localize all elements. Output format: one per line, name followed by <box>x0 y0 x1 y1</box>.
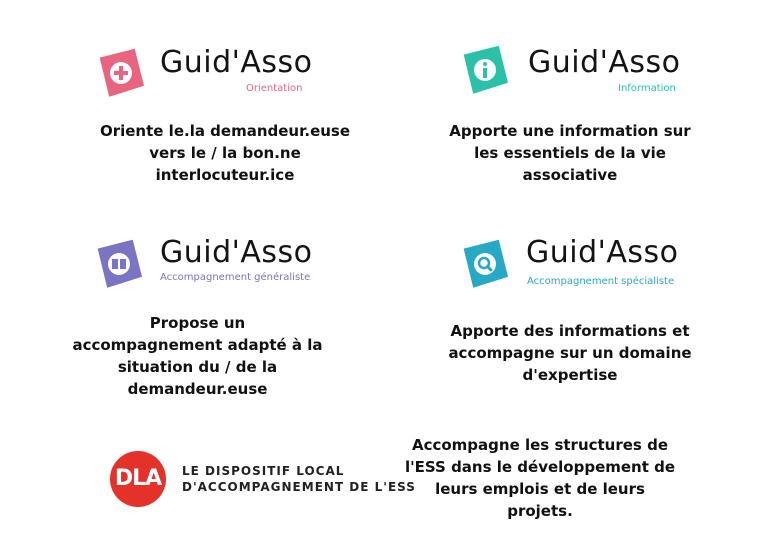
tagline: Orientation <box>246 83 303 94</box>
info-icon <box>458 44 510 96</box>
tagline: Accompagnement généraliste <box>160 272 311 283</box>
dla-name: LE DISPOSITIF LOCAL D'ACCOMPAGNEMENT DE L'ESS <box>182 464 416 494</box>
dla-logo: DLA <box>110 451 166 507</box>
description: Apporte une information sur les essentiels de la vie associative <box>449 122 691 184</box>
tagline: Information <box>618 83 676 94</box>
description: Oriente le.la demandeur.euse vers le / la bon.ne interlocuteur.ice <box>99 122 351 184</box>
description: Propose un accompagnement adapté à la situation du / de la demandeur.euse <box>72 314 323 398</box>
brand-name: Guid'Asso <box>160 45 313 80</box>
plus-cross-icon <box>94 47 146 99</box>
brand-name: Guid'Asso <box>528 45 681 80</box>
dla-description: Accompagne les structures de l'ESS dans le développement de leurs emplois et de leurs projets. <box>404 436 676 520</box>
tagline: Accompagnement spécialiste <box>527 276 675 287</box>
brand-name: Guid'Asso <box>526 235 679 270</box>
description: Apporte des informations et accompagne sur un domaine d'expertise <box>448 322 692 384</box>
book-icon <box>92 238 144 290</box>
brand-name: Guid'Asso <box>160 235 313 270</box>
magnifier-icon <box>458 238 510 290</box>
